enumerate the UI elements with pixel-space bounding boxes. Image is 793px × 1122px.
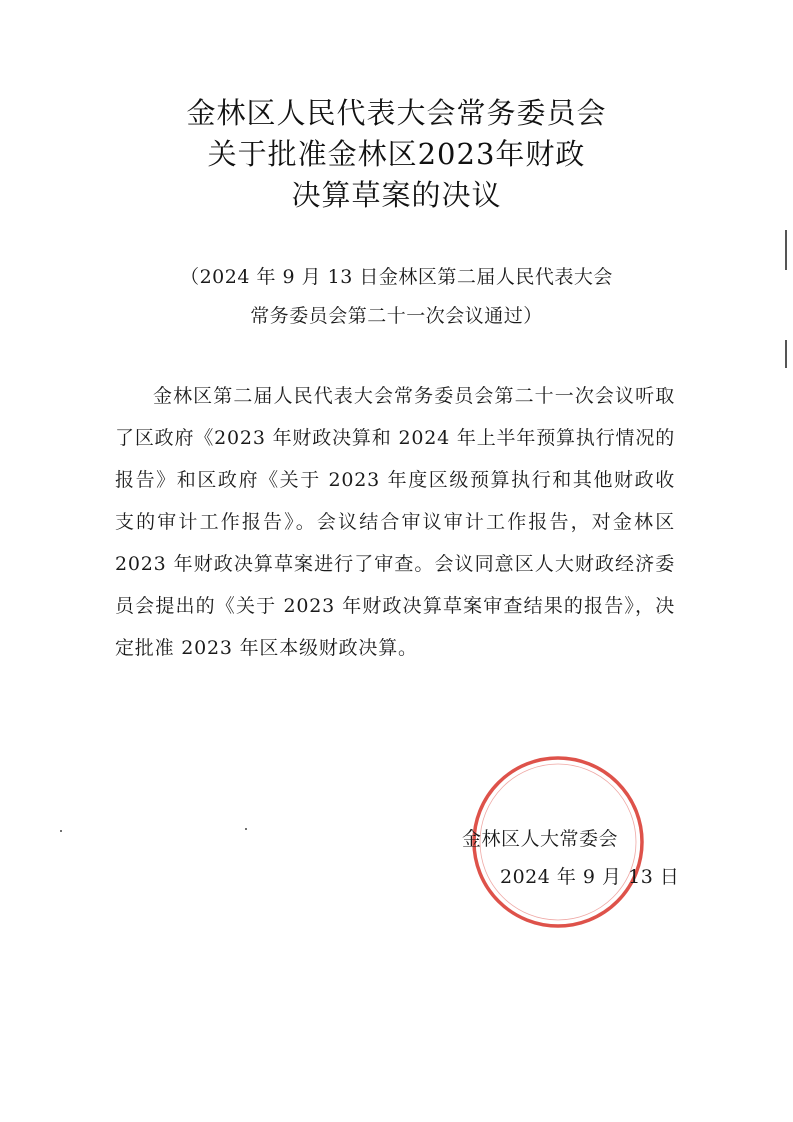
- title-line-2: 关于批准金林区2023年财政: [207, 137, 586, 171]
- signature-date: 2024 年 9 月 13 日: [500, 866, 680, 888]
- title-line-3: 决算草案的决议: [291, 178, 502, 212]
- document-subtitle: [0, 258, 793, 336]
- subtitle-line-2: 常务委员会第二十一次会议通过）: [250, 305, 543, 327]
- title-line-1: 金林区人民代表大会常务委员会: [186, 96, 607, 130]
- signature-organization: 金林区人大常委会: [462, 828, 619, 850]
- scan-edge-mark: [785, 340, 787, 368]
- body-paragraph: 金林区第二届人民代表大会常务委员会第二十一次会议听取了区政府《2023 年财政决算和 2024 年上半年预算执行情况的报告》和区政府《关于 2023 年度区级预算执行和其他财政收支的审计工作报告》。会议结合审议审计工作报告，对金林区 2023 年财政决算草案进行了审查。会议同意区人大财政经济委员会提出的《关于 2023 年财政决算草案审查结果的报告》，决定批准 2023 年区本级财政决算。: [115, 385, 675, 659]
- subtitle-line-1: （2024 年 9 月 13 日金林区第二届人民代表大会: [180, 266, 613, 288]
- scan-speck: [245, 828, 247, 830]
- document-title: [0, 93, 793, 216]
- scan-speck: [60, 830, 62, 832]
- scan-edge-mark: [785, 230, 787, 270]
- signature-block: [440, 816, 680, 906]
